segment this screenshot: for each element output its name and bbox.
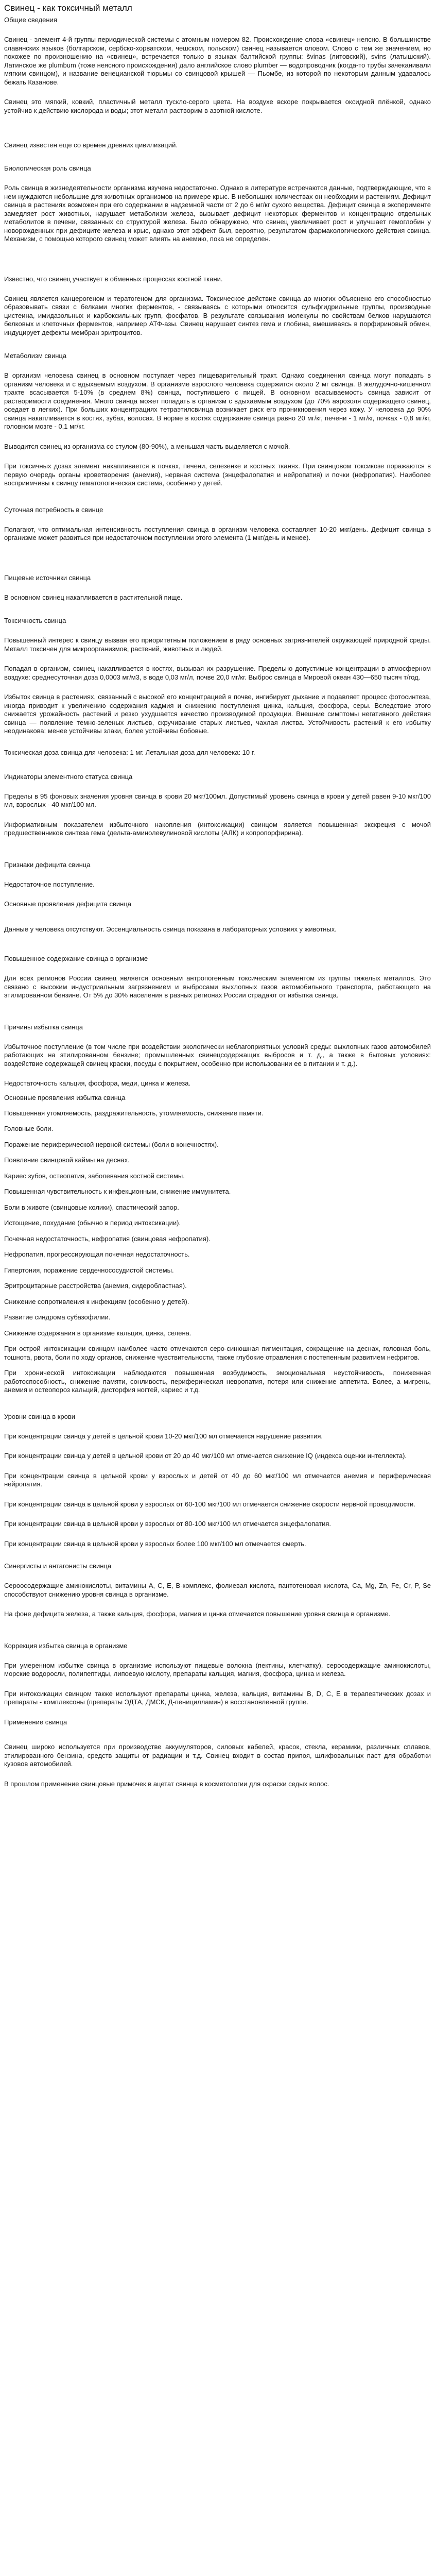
paragraph: Снижение содержания в организме кальция, цинка, селена. — [4, 1329, 191, 1337]
section-heading: Суточная потребность в свинце — [4, 505, 103, 514]
section-heading: Токсичность свинца — [4, 617, 66, 624]
section-heading: Индикаторы элементного статуса свинца — [4, 772, 133, 781]
paragraph: Свинец - элемент 4-й группы периодической системы с атомным номером 82. Происхождение слова «свинец» неясно. В большинстве славянских языков (болгарском, сербско-хорватском, чешском, польском) свинец называется оловом. Слово с тем же значением, но похожее по произношению на «свинец», встречается только в языках балтийской группы: švinas (литовский), svins (латышский). Латинское же plumbum (тоже неясного происхождения) дало английское слово plumber — водопроводчик (когда-то трубы зачеканивали мягким свинцом), и название венецианской тюрьмы со свинцовой крышей — Пьомбе, из которой по некоторым данным удавалось бежать Казанове. — [4, 36, 431, 86]
paragraph: В прошлом применение свинцовые примочек в ацетат свинца в косметологии для окраски седых волос. — [4, 1780, 329, 1788]
paragraph: В организм человека свинец в основном поступает через пищеварительный тракт. Однако соединения свинца могут попадать в организм человека и с вдыхаемым воздухом. В организме взрослого человека содержится около 2 мг свинца. В желудочно-кишечном тракте всасывается 5-10% (в среднем 8%) свинца, поступившего с пищей. В основном всасываемость свинца зависит от растворимости соединения. Много свинца может попадать в организм с вдыхаемым воздухом (до 70% аэрозоля содержащего свинец, оседает в легких). При больших концентрациях тетраэтилсвинца возникает риск его проникновения через кожу. У человека до 90% свинца накапливается в костях, зубах, волосах. В норме в костях содержание свинца равно 20 мг/кг, печени - 1 мг/кг, почках - 0,8 мг/кг, головном мозге - 0,1 мг/кг. — [4, 371, 431, 430]
paragraph: Гипертония, поражение сердечнососудистой системы. — [4, 1266, 174, 1274]
page-title: Свинец - как токсичный металл — [4, 3, 132, 13]
section — [4, 954, 431, 1023]
paragraph: Избыток свинца в растениях, связанный с высокой его концентрацией в почве, ингибирует дыхание и подавляет процесс фотосинтеза, иногда приводит к увеличению содержания кадмия и снижению поступления цинка, кальция, фосфора, серы. Вследствие этого снижается урожайность растений и резко ухудшается качество производимой продукции. Внешние симптомы негативного действия свинца — появление темно-зеленых листьев, скручивание старых листьев, чахлая листва. Устойчивость растений к его избытку неодинакова: менее устойчивы злаки, более устойчивы бобовые. — [4, 693, 431, 735]
paragraph: Для всех регионов России свинец является основным антропогенным токсическим элементом из группы тяжелых металлов. Это связано с высоким индустриальным загрязнением и выбросами выхлопных газов автомобильного транспорта, работающего на этилированном бензине. От 5% до 30% населения в разных регионах России страдают от избытка свинца. — [4, 974, 431, 999]
section — [4, 748, 431, 772]
paragraph: Недостаточное поступление. — [4, 880, 95, 888]
section-heading: Причины избытка свинца — [4, 1023, 83, 1031]
section-heading: Основные проявления избытка свинца — [4, 1093, 126, 1101]
section — [4, 505, 431, 573]
paragraph: При концентрации свинца в цельной крови у взрослых более 100 мкг/100 мл отмечается смерть. — [4, 1539, 306, 1548]
paragraph: При умеренном избытке свинца в организме используют пищевые волокна (пектины, клетчатку), серосодержащие аминокислоты, морские водоросли, полипептиды, липоевую кислоту, препараты кальция, магния, фосфора, цинка и железа. — [4, 1661, 431, 1677]
document-body — [4, 15, 431, 1804]
paragraph: Основные проявления дефицита свинца — [4, 900, 131, 908]
paragraph: Свинец является канцерогеном и тератогеном для организма. Токсическое действие свинца до многих объяснено его способностью образовывать связи с белками многих ферментов, - связываясь с которыми относится сульфгидрильные группы, производные цистеина, имидазольных и карбоксильных групп, фосфатов. В результате связывания молекулы по свойствам белков нарушаются белковых и клеточных ферментов, например АТФ-азы. Свинец нарушает синтез гема и глобина, вмешиваясь в порфириновый обмен, индуцирует дефекты мембран эритроцитов. — [4, 294, 431, 336]
paragraph: При концентрации свинца в цельной крови у взрослых от 60-100 мкг/100 мл отмечается снижение скорости нервной проводимости. — [4, 1500, 415, 1508]
paragraph: Снижение сопротивления к инфекциям (особенно у детей). — [4, 1297, 189, 1306]
paragraph: Применение свинца — [4, 1718, 67, 1726]
paragraph: Повышенная утомляемость, раздражительность, утомляемость, снижение памяти. — [4, 1109, 264, 1117]
section-heading: Токсическая доза свинца для человека: 1 мг. Летальная доза для человека: 10 г. — [4, 748, 255, 756]
section — [4, 1743, 431, 1804]
paragraph: Роль свинца в жизнедеятельности организма изучена недостаточно. Однако в литературе встречаются данные, подтверждающие, что в нем нуждаются небольшие для животных организмов на примере крыс. В небольших количествах он необходим и растениям. Дефицит свинца в растениях возможен при его содержании в надземной части от 2 до 6 мг/кг сухого вещества. Дефицит свинца в эксперименте замедляет рост животных, нарушает метаболизм железа, вызывает дефицит некоторых ферментов и концентрацию отдельных метаболитов в печени, связанных со структурой железа. Было обнаружено, что свинец увеличивает рост и улучшает гемоглобин у новорожденных при дефиците железа и крыс, однако этот эффект был, вероятно, результатом фармакологического действия свинца. Механизм, с помощью которого свинец может влиять на анемию, пока не определен. — [4, 184, 431, 243]
section — [4, 1562, 431, 1641]
section — [4, 1641, 431, 1743]
paragraph: Поражение периферической нервной системы (боли в конечностях). — [4, 1140, 219, 1148]
paragraph: Нефропатия, прогрессирующая почечная недостаточность. — [4, 1250, 190, 1258]
paragraph: При токсичных дозах элемент накапливается в почках, печени, селезенке и костных тканях. При свинцовом токсикозе поражаются в первую очередь органы кроветворения (анемия), нервная система (энцефалопатия и нейропатия) и почки (нефропатия). Наиболее восприимчивы к свинцу гематологическая система, особенно у детей. — [4, 462, 431, 487]
paragraph: При концентрации свинца в цельной крови у взрослых от 80-100 мкг/100 мл отмечается энцефалопатия. — [4, 1520, 332, 1528]
paragraph: Появление свинцовой каймы на деснах. — [4, 1156, 130, 1164]
section-heading: Пищевые источники свинца — [4, 573, 91, 582]
paragraph: Полагают, что оптимальная интенсивность поступления свинца в организм человека составляет 10-20 мкг/день. Дефицит свинца в организме может развиться при недостаточном поступлении этого элемента (1 мкг/день и менее). — [4, 525, 431, 541]
paragraph: Информативным показателем избыточного накопления (интоксикации) свинцом является повышенная экскреция с мочой предшественников синтеза гема (дельта-аминолевулиновой кислоты (АЛК) и копропорфирина). — [4, 820, 431, 837]
section-heading: Признаки дефицита свинца — [4, 860, 91, 869]
paragraph: Кариес зубов, остеопатия, заболевания костной системы. — [4, 1172, 185, 1180]
paragraph: При интоксикации свинцом также используют препараты цинка, железа, кальция, витамины B, D, C, E в терапевтических дозах и препараты - комплексоны (препараты ЭДТА, ДМСК, Д-пеницилламин) в восстановленной группе. — [4, 1689, 431, 1706]
section — [4, 860, 431, 925]
section — [4, 164, 431, 275]
section-heading: Коррекция избытка свинца в организме — [4, 1641, 128, 1650]
section — [4, 925, 431, 955]
section — [4, 15, 431, 141]
paragraph: Боли в животе (свинцовые колики), спастический запор. — [4, 1203, 179, 1211]
section — [4, 1093, 431, 1412]
section — [4, 573, 431, 617]
paragraph: При концентрации свинца у детей в цельной крови от 20 до 40 мкг/100 мл отмечается снижение IQ (индекса оценки интеллекта). — [4, 1452, 407, 1460]
section-heading: Свинец известен еще со времен древних цивилизаций. — [4, 141, 178, 149]
paragraph: Истощение, похудание (обычно в период интоксикации). — [4, 1219, 181, 1227]
paragraph: Выводится свинец из организма со стулом (80-90%), а меньшая часть выделяется с мочой. — [4, 442, 290, 450]
paragraph: Развитие синдрома субазофилии. — [4, 1313, 111, 1321]
section — [4, 351, 431, 505]
paragraph: Почечная недостаточность, нефропатия (свинцовая нефропатия). — [4, 1234, 211, 1243]
paragraph: При концентрации свинца у детей в цельной крови 10-20 мкг/100 мл отмечается нарушение развития. — [4, 1432, 323, 1440]
section — [4, 772, 431, 860]
paragraph: Головные боли. — [4, 1125, 54, 1132]
paragraph: Сероосодержащие аминокислоты, витамины А, С, Е, В-комплекс, фолиевая кислота, пантотеновая кислота, Са, Mg, Zn, Fe, Cr, P, Se способствуют снижению уровня свинца в организме. — [4, 1582, 431, 1598]
paragraph: Свинец широко используется при производстве аккумуляторов, силовых кабелей, красок, стекла, керамики, различных сплавов, этилированного бензина, средств защиты от радиации и т.д. Свинец входит в состав припоя, шлифовальных паст для обработки кузовов автомобилей. — [4, 1743, 431, 1768]
paragraph: Эритроцитарные расстройства (анемия, сидеробластная). — [4, 1282, 187, 1290]
section-heading: Известно, что свинец участвует в обменных процессах костной ткани. — [4, 275, 223, 283]
paragraph: Свинец это мягкий, ковкий, пластичный металл тускло-серого цвета. На воздухе вскоре покрывается оксидной плёнкой, однако устойчив к действию кислорода и воды; этот металл растворим в азотной кислоте. — [4, 98, 431, 114]
paragraph: При хронической интоксикации наблюдаются повышенная возбудимость, эмоциональная неустойчивость, пониженная работоспособность, снижение памяти, сонливость, периферическая невропатия, потеря или снижение аппетита. Более, а мигрень, анемия и остеопороз кальций, дисторфия ногтей, кариес и т.д. — [4, 1369, 431, 1394]
section — [4, 1023, 431, 1093]
paragraph: Попадая в организм, свинец накапливается в костях, вызывая их разрушение. Предельно допустимые концентрации в атмосферном воздухе: среднесуточная доза 0,0003 мг/м3, в воде 0,03 мг/л, почве 20,0 мг/кг. Выброс свинца в Мировой океан 430—650 тысяч т/год. — [4, 665, 431, 681]
paragraph: Повышенная чувствительность к инфекционным, снижение иммунитета. — [4, 1188, 231, 1195]
section — [4, 616, 431, 748]
section-heading: Биологическая роль свинца — [4, 164, 91, 172]
paragraph: На фоне дефицита железа, а также кальция, фосфора, магния и цинка отмечается повышение уровня свинца в организме. — [4, 1610, 391, 1618]
paragraph: Избыточное поступление (в том числе при воздействии экологически неблагоприятных условий среды: выхлопных газов автомобилей работающих на этилированном бензине; промышленных свинецсодержащих выбросов и т. д., а также в бытовых условиях: воздействие содержащей свинец краски, посуды с покрытием, особенно при использовании ее в питании и т. д.). — [4, 1042, 431, 1067]
section-heading: Метаболизм свинца — [4, 352, 67, 360]
paragraph: При концентрации свинца в цельной крови у взрослых и детей от 40 до 60 мкг/100 мл отмечается анемия и периферическая нейропатия. — [4, 1471, 431, 1488]
paragraph: Данные у человека отсутствуют. Эссенциальность свинца показана в лабораторных условиях у животных. — [4, 925, 337, 933]
paragraph: При острой интоксикации свинцом наиболее часто отмечаются серо-синюшная пигментация, сокращение на деснах, головная боль, тошнота, рвота, боли по ходу органов, снижение чувствительности, также глубокие отравления с постепенным развитием нефритов. — [4, 1345, 431, 1361]
section — [4, 141, 431, 164]
section — [4, 1412, 431, 1562]
paragraph: Недостаточность кальция, фосфора, меди, цинка и железа. — [4, 1079, 191, 1087]
section-heading: Уровни свинца в крови — [4, 1412, 76, 1420]
section-heading: Синергисты и антагонисты свинца — [4, 1562, 112, 1570]
section — [4, 275, 431, 352]
section-heading: Общие сведения — [4, 16, 57, 24]
section-heading: Повышенное содержание свинца в организме — [4, 955, 148, 962]
paragraph: Повышенный интерес к свинцу вызван его приоритетным положением в ряду основных загрязнителей окружающей природной среды. Металл токсичен для микроорганизмов, растений, животных и людей. — [4, 636, 431, 653]
paragraph: В основном свинец накапливается в растительной пище. — [4, 593, 183, 601]
paragraph: Пределы в 95 фоновых значения уровня свинца в крови 20 мкг/100мл. Допустимый уровень свинца в крови у детей равен 9-10 мкг/100 мл, взрослых - 40 мкг/100 мл. — [4, 792, 431, 808]
